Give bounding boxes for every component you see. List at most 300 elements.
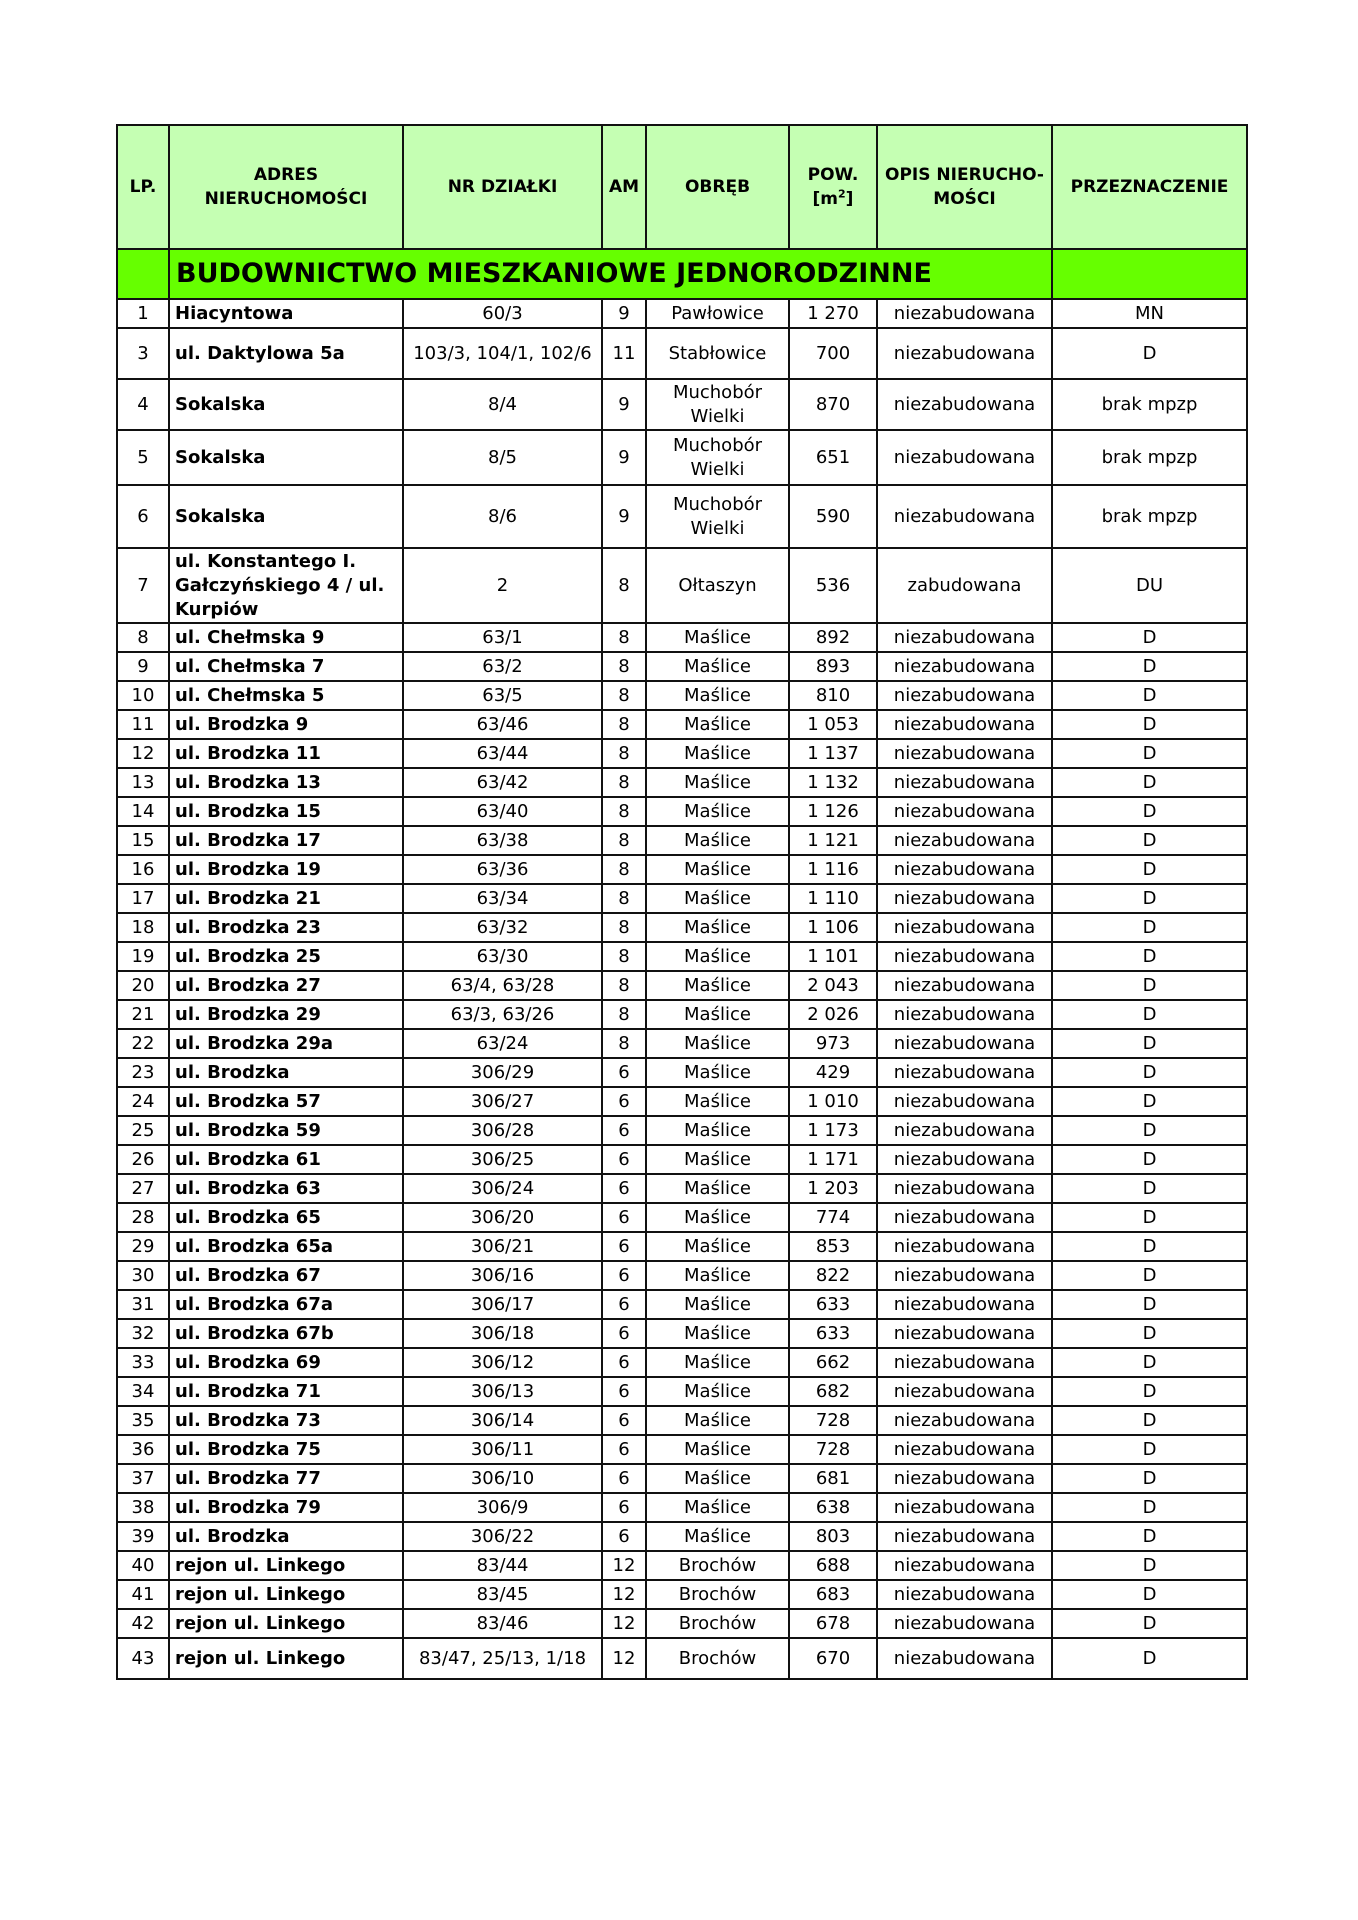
cell-adres: ul. Brodzka <box>169 1522 403 1551</box>
cell-obreb: Maślice <box>646 1348 789 1377</box>
cell-przeznaczenie: MN <box>1052 299 1247 328</box>
cell-obreb: Maślice <box>646 971 789 1000</box>
cell-lp: 35 <box>117 1406 169 1435</box>
table-row <box>117 1493 1247 1522</box>
cell-adres: ul. Brodzka 19 <box>169 855 403 884</box>
cell-adres: ul. Brodzka 9 <box>169 710 403 739</box>
cell-lp: 22 <box>117 1029 169 1058</box>
cell-pow: 774 <box>789 1203 877 1232</box>
cell-przeznaczenie: D <box>1052 681 1247 710</box>
table-row <box>117 1290 1247 1319</box>
header-pow-sup: 2 <box>838 187 846 201</box>
header-nr-dzialki: NR DZIAŁKI <box>403 125 602 249</box>
cell-nr-dzialki: 63/38 <box>403 826 602 855</box>
cell-przeznaczenie: D <box>1052 1638 1247 1679</box>
cell-opis: niezabudowana <box>877 1609 1052 1638</box>
cell-lp: 31 <box>117 1290 169 1319</box>
cell-am: 8 <box>602 710 646 739</box>
cell-adres: ul. Brodzka 63 <box>169 1174 403 1203</box>
cell-opis: niezabudowana <box>877 1551 1052 1580</box>
cell-adres: rejon ul. Linkego <box>169 1609 403 1638</box>
cell-opis: niezabudowana <box>877 1261 1052 1290</box>
cell-obreb: Brochów <box>646 1609 789 1638</box>
cell-am: 6 <box>602 1203 646 1232</box>
table-row <box>117 1174 1247 1203</box>
table-row <box>117 1116 1247 1145</box>
cell-adres: ul. Brodzka 29a <box>169 1029 403 1058</box>
cell-pow: 2 026 <box>789 1000 877 1029</box>
cell-przeznaczenie: D <box>1052 1145 1247 1174</box>
cell-nr-dzialki: 63/4, 63/28 <box>403 971 602 1000</box>
cell-lp: 3 <box>117 328 169 379</box>
cell-pow: 2 043 <box>789 971 877 1000</box>
cell-obreb: Maślice <box>646 1464 789 1493</box>
cell-am: 8 <box>602 1029 646 1058</box>
cell-pow: 682 <box>789 1377 877 1406</box>
cell-przeznaczenie: D <box>1052 1522 1247 1551</box>
cell-obreb: Maślice <box>646 884 789 913</box>
cell-obreb: Maślice <box>646 1232 789 1261</box>
cell-adres: ul. Brodzka 23 <box>169 913 403 942</box>
cell-adres: ul. Brodzka 57 <box>169 1087 403 1116</box>
cell-lp: 12 <box>117 739 169 768</box>
cell-nr-dzialki: 63/46 <box>403 710 602 739</box>
cell-nr-dzialki: 306/9 <box>403 1493 602 1522</box>
cell-nr-dzialki: 83/47, 25/13, 1/18 <box>403 1638 602 1679</box>
cell-lp: 1 <box>117 299 169 328</box>
cell-adres: ul. Daktylowa 5a <box>169 328 403 379</box>
cell-nr-dzialki: 63/40 <box>403 797 602 826</box>
table-row <box>117 1261 1247 1290</box>
table-row <box>117 884 1247 913</box>
table-row <box>117 1609 1247 1638</box>
table-row <box>117 1638 1247 1679</box>
cell-przeznaczenie: D <box>1052 1029 1247 1058</box>
cell-obreb: Maślice <box>646 797 789 826</box>
cell-obreb: Maślice <box>646 652 789 681</box>
cell-adres: ul. Brodzka 69 <box>169 1348 403 1377</box>
cell-adres: ul. Brodzka 21 <box>169 884 403 913</box>
table-row <box>117 1145 1247 1174</box>
cell-przeznaczenie: D <box>1052 1261 1247 1290</box>
header-pow-suffix: ] <box>845 189 854 209</box>
header-am: AM <box>602 125 646 249</box>
cell-am: 8 <box>602 768 646 797</box>
cell-lp: 6 <box>117 485 169 548</box>
cell-lp: 38 <box>117 1493 169 1522</box>
cell-lp: 5 <box>117 430 169 485</box>
cell-nr-dzialki: 63/32 <box>403 913 602 942</box>
cell-nr-dzialki: 306/28 <box>403 1116 602 1145</box>
cell-pow: 728 <box>789 1406 877 1435</box>
cell-opis: niezabudowana <box>877 1377 1052 1406</box>
cell-przeznaczenie: D <box>1052 1174 1247 1203</box>
cell-pow: 651 <box>789 430 877 485</box>
cell-lp: 33 <box>117 1348 169 1377</box>
cell-lp: 21 <box>117 1000 169 1029</box>
table-row <box>117 1551 1247 1580</box>
cell-obreb: Maślice <box>646 1406 789 1435</box>
cell-am: 6 <box>602 1145 646 1174</box>
cell-lp: 27 <box>117 1174 169 1203</box>
cell-nr-dzialki: 306/17 <box>403 1290 602 1319</box>
cell-przeznaczenie: D <box>1052 1203 1247 1232</box>
cell-nr-dzialki: 63/30 <box>403 942 602 971</box>
cell-opis: niezabudowana <box>877 652 1052 681</box>
cell-lp: 9 <box>117 652 169 681</box>
cell-opis: niezabudowana <box>877 1464 1052 1493</box>
table-row <box>117 1203 1247 1232</box>
cell-obreb: Muchobór Wielki <box>646 485 789 548</box>
cell-lp: 7 <box>117 548 169 623</box>
cell-nr-dzialki: 60/3 <box>403 299 602 328</box>
cell-obreb: Maślice <box>646 1116 789 1145</box>
cell-adres: Sokalska <box>169 379 403 430</box>
cell-nr-dzialki: 306/18 <box>403 1319 602 1348</box>
cell-pow: 590 <box>789 485 877 548</box>
table-row <box>117 942 1247 971</box>
cell-pow: 1 101 <box>789 942 877 971</box>
cell-opis: niezabudowana <box>877 623 1052 652</box>
cell-nr-dzialki: 306/24 <box>403 1174 602 1203</box>
cell-przeznaczenie: D <box>1052 855 1247 884</box>
cell-obreb: Maślice <box>646 942 789 971</box>
cell-nr-dzialki: 306/11 <box>403 1435 602 1464</box>
section-empty-cell <box>1052 249 1247 299</box>
cell-przeznaczenie: D <box>1052 1609 1247 1638</box>
cell-adres: ul. Brodzka 59 <box>169 1116 403 1145</box>
cell-adres: ul. Brodzka 71 <box>169 1377 403 1406</box>
cell-opis: niezabudowana <box>877 768 1052 797</box>
cell-nr-dzialki: 8/5 <box>403 430 602 485</box>
cell-pow: 1 106 <box>789 913 877 942</box>
cell-nr-dzialki: 83/45 <box>403 1580 602 1609</box>
cell-lp: 37 <box>117 1464 169 1493</box>
cell-am: 8 <box>602 681 646 710</box>
table-row <box>117 768 1247 797</box>
cell-adres: ul. Chełmska 9 <box>169 623 403 652</box>
table-row <box>117 710 1247 739</box>
cell-lp: 8 <box>117 623 169 652</box>
cell-am: 6 <box>602 1290 646 1319</box>
cell-am: 8 <box>602 623 646 652</box>
cell-opis: zabudowana <box>877 548 1052 623</box>
cell-przeznaczenie: DU <box>1052 548 1247 623</box>
table-row <box>117 299 1247 328</box>
cell-obreb: Maślice <box>646 710 789 739</box>
cell-pow: 822 <box>789 1261 877 1290</box>
cell-opis: niezabudowana <box>877 1232 1052 1261</box>
section-empty-cell <box>117 249 169 299</box>
cell-adres: ul. Konstantego I. Gałczyńskiego 4 / ul. Kurpiów <box>169 548 403 623</box>
cell-pow: 1 132 <box>789 768 877 797</box>
cell-pow: 1 173 <box>789 1116 877 1145</box>
table-row <box>117 913 1247 942</box>
cell-adres: rejon ul. Linkego <box>169 1580 403 1609</box>
cell-pow: 1 203 <box>789 1174 877 1203</box>
cell-nr-dzialki: 306/25 <box>403 1145 602 1174</box>
cell-nr-dzialki: 63/36 <box>403 855 602 884</box>
cell-przeznaczenie: D <box>1052 1319 1247 1348</box>
cell-nr-dzialki: 8/6 <box>403 485 602 548</box>
table-row <box>117 1464 1247 1493</box>
cell-lp: 19 <box>117 942 169 971</box>
cell-am: 6 <box>602 1406 646 1435</box>
cell-przeznaczenie: D <box>1052 1464 1247 1493</box>
cell-lp: 4 <box>117 379 169 430</box>
cell-nr-dzialki: 306/20 <box>403 1203 602 1232</box>
cell-opis: niezabudowana <box>877 1638 1052 1679</box>
cell-lp: 39 <box>117 1522 169 1551</box>
cell-pow: 1 121 <box>789 826 877 855</box>
cell-am: 6 <box>602 1377 646 1406</box>
cell-lp: 28 <box>117 1203 169 1232</box>
cell-obreb: Maślice <box>646 1261 789 1290</box>
cell-przeznaczenie: D <box>1052 768 1247 797</box>
cell-pow: 892 <box>789 623 877 652</box>
cell-adres: ul. Chełmska 7 <box>169 652 403 681</box>
cell-am: 6 <box>602 1058 646 1087</box>
cell-obreb: Maślice <box>646 1058 789 1087</box>
cell-lp: 11 <box>117 710 169 739</box>
cell-obreb: Maślice <box>646 739 789 768</box>
cell-lp: 16 <box>117 855 169 884</box>
table-row <box>117 1522 1247 1551</box>
cell-am: 6 <box>602 1522 646 1551</box>
cell-lp: 29 <box>117 1232 169 1261</box>
cell-opis: niezabudowana <box>877 710 1052 739</box>
cell-adres: ul. Brodzka 15 <box>169 797 403 826</box>
cell-adres: ul. Brodzka 29 <box>169 1000 403 1029</box>
cell-adres: ul. Brodzka 65a <box>169 1232 403 1261</box>
cell-adres: ul. Brodzka 27 <box>169 971 403 1000</box>
cell-opis: niezabudowana <box>877 1087 1052 1116</box>
cell-przeznaczenie: D <box>1052 826 1247 855</box>
cell-obreb: Maślice <box>646 1000 789 1029</box>
cell-opis: niezabudowana <box>877 1029 1052 1058</box>
cell-pow: 1 010 <box>789 1087 877 1116</box>
cell-obreb: Maślice <box>646 855 789 884</box>
cell-przeznaczenie: D <box>1052 1435 1247 1464</box>
cell-lp: 26 <box>117 1145 169 1174</box>
cell-am: 8 <box>602 797 646 826</box>
cell-pow: 1 116 <box>789 855 877 884</box>
cell-obreb: Maślice <box>646 623 789 652</box>
cell-am: 11 <box>602 328 646 379</box>
cell-opis: niezabudowana <box>877 1493 1052 1522</box>
cell-przeznaczenie: D <box>1052 1058 1247 1087</box>
table-row <box>117 1232 1247 1261</box>
cell-lp: 41 <box>117 1580 169 1609</box>
cell-obreb: Maślice <box>646 1174 789 1203</box>
cell-lp: 42 <box>117 1609 169 1638</box>
cell-adres: ul. Brodzka 79 <box>169 1493 403 1522</box>
cell-nr-dzialki: 306/10 <box>403 1464 602 1493</box>
cell-nr-dzialki: 306/22 <box>403 1522 602 1551</box>
cell-nr-dzialki: 306/27 <box>403 1087 602 1116</box>
cell-obreb: Stabłowice <box>646 328 789 379</box>
cell-am: 8 <box>602 826 646 855</box>
cell-lp: 25 <box>117 1116 169 1145</box>
cell-opis: niezabudowana <box>877 1145 1052 1174</box>
cell-pow: 853 <box>789 1232 877 1261</box>
cell-przeznaczenie: D <box>1052 710 1247 739</box>
cell-opis: niezabudowana <box>877 1203 1052 1232</box>
cell-opis: niezabudowana <box>877 1435 1052 1464</box>
cell-obreb: Maślice <box>646 1319 789 1348</box>
table-row <box>117 855 1247 884</box>
cell-lp: 40 <box>117 1551 169 1580</box>
table-row <box>117 1000 1247 1029</box>
cell-pow: 728 <box>789 1435 877 1464</box>
cell-obreb: Maślice <box>646 1203 789 1232</box>
table-row <box>117 739 1247 768</box>
cell-opis: niezabudowana <box>877 430 1052 485</box>
cell-lp: 34 <box>117 1377 169 1406</box>
cell-am: 8 <box>602 884 646 913</box>
cell-am: 6 <box>602 1174 646 1203</box>
cell-pow: 1 126 <box>789 797 877 826</box>
cell-adres: ul. Brodzka 11 <box>169 739 403 768</box>
cell-am: 6 <box>602 1319 646 1348</box>
cell-przeznaczenie: D <box>1052 913 1247 942</box>
cell-obreb: Maślice <box>646 1435 789 1464</box>
cell-nr-dzialki: 63/2 <box>403 652 602 681</box>
table-row <box>117 1435 1247 1464</box>
cell-obreb: Brochów <box>646 1580 789 1609</box>
cell-am: 6 <box>602 1261 646 1290</box>
cell-przeznaczenie: D <box>1052 1551 1247 1580</box>
cell-nr-dzialki: 63/5 <box>403 681 602 710</box>
cell-obreb: Muchobór Wielki <box>646 430 789 485</box>
table-row <box>117 328 1247 379</box>
cell-am: 8 <box>602 652 646 681</box>
table-row <box>117 1319 1247 1348</box>
cell-przeznaczenie: D <box>1052 328 1247 379</box>
cell-opis: niezabudowana <box>877 485 1052 548</box>
cell-am: 8 <box>602 942 646 971</box>
cell-adres: ul. Brodzka <box>169 1058 403 1087</box>
cell-przeznaczenie: D <box>1052 1348 1247 1377</box>
cell-opis: niezabudowana <box>877 1000 1052 1029</box>
cell-pow: 810 <box>789 681 877 710</box>
section-title: BUDOWNICTWO MIESZKANIOWE JEDNORODZINNE <box>169 249 1052 299</box>
table-row <box>117 1406 1247 1435</box>
cell-opis: niezabudowana <box>877 1406 1052 1435</box>
cell-przeznaczenie: D <box>1052 884 1247 913</box>
cell-adres: Sokalska <box>169 485 403 548</box>
cell-obreb: Maślice <box>646 826 789 855</box>
cell-obreb: Brochów <box>646 1551 789 1580</box>
cell-lp: 15 <box>117 826 169 855</box>
cell-lp: 36 <box>117 1435 169 1464</box>
cell-lp: 13 <box>117 768 169 797</box>
cell-obreb: Maślice <box>646 768 789 797</box>
cell-nr-dzialki: 63/42 <box>403 768 602 797</box>
cell-pow: 678 <box>789 1609 877 1638</box>
cell-pow: 670 <box>789 1638 877 1679</box>
cell-przeznaczenie: D <box>1052 1406 1247 1435</box>
cell-przeznaczenie: D <box>1052 1000 1247 1029</box>
cell-opis: niezabudowana <box>877 797 1052 826</box>
cell-przeznaczenie: D <box>1052 797 1247 826</box>
cell-adres: ul. Brodzka 73 <box>169 1406 403 1435</box>
cell-nr-dzialki: 306/21 <box>403 1232 602 1261</box>
cell-pow: 1 137 <box>789 739 877 768</box>
cell-am: 8 <box>602 739 646 768</box>
cell-nr-dzialki: 306/29 <box>403 1058 602 1087</box>
cell-opis: niezabudowana <box>877 379 1052 430</box>
cell-lp: 20 <box>117 971 169 1000</box>
cell-obreb: Maślice <box>646 1377 789 1406</box>
cell-adres: ul. Brodzka 75 <box>169 1435 403 1464</box>
cell-przeznaczenie: D <box>1052 1377 1247 1406</box>
cell-pow: 688 <box>789 1551 877 1580</box>
cell-opis: niezabudowana <box>877 1290 1052 1319</box>
cell-opis: niezabudowana <box>877 1580 1052 1609</box>
cell-lp: 18 <box>117 913 169 942</box>
cell-nr-dzialki: 83/44 <box>403 1551 602 1580</box>
cell-adres: rejon ul. Linkego <box>169 1638 403 1679</box>
table-row <box>117 379 1247 430</box>
cell-opis: niezabudowana <box>877 681 1052 710</box>
cell-obreb: Maślice <box>646 681 789 710</box>
cell-nr-dzialki: 83/46 <box>403 1609 602 1638</box>
cell-pow: 638 <box>789 1493 877 1522</box>
table-row <box>117 623 1247 652</box>
cell-adres: ul. Brodzka 67b <box>169 1319 403 1348</box>
cell-opis: niezabudowana <box>877 328 1052 379</box>
cell-pow: 700 <box>789 328 877 379</box>
cell-obreb: Ołtaszyn <box>646 548 789 623</box>
cell-pow: 803 <box>789 1522 877 1551</box>
cell-obreb: Maślice <box>646 1145 789 1174</box>
cell-przeznaczenie: D <box>1052 739 1247 768</box>
cell-obreb: Maślice <box>646 1290 789 1319</box>
cell-pow: 662 <box>789 1348 877 1377</box>
header-pow <box>789 125 877 249</box>
cell-am: 8 <box>602 1000 646 1029</box>
cell-am: 6 <box>602 1435 646 1464</box>
cell-pow: 973 <box>789 1029 877 1058</box>
cell-opis: niezabudowana <box>877 1174 1052 1203</box>
cell-am: 6 <box>602 1232 646 1261</box>
table-row <box>117 430 1247 485</box>
cell-obreb: Maślice <box>646 1493 789 1522</box>
cell-nr-dzialki: 63/44 <box>403 739 602 768</box>
cell-przeznaczenie: D <box>1052 1580 1247 1609</box>
cell-am: 6 <box>602 1348 646 1377</box>
cell-lp: 23 <box>117 1058 169 1087</box>
cell-przeznaczenie: brak mpzp <box>1052 485 1247 548</box>
cell-obreb: Muchobór Wielki <box>646 379 789 430</box>
cell-opis: niezabudowana <box>877 739 1052 768</box>
cell-pow: 536 <box>789 548 877 623</box>
table-row <box>117 1580 1247 1609</box>
cell-opis: niezabudowana <box>877 1522 1052 1551</box>
cell-pow: 1 110 <box>789 884 877 913</box>
cell-opis: niezabudowana <box>877 884 1052 913</box>
cell-opis: niezabudowana <box>877 1116 1052 1145</box>
header-obreb: OBRĘB <box>646 125 789 249</box>
cell-adres: ul. Brodzka 25 <box>169 942 403 971</box>
cell-am: 9 <box>602 485 646 548</box>
cell-lp: 10 <box>117 681 169 710</box>
table-row <box>117 485 1247 548</box>
cell-nr-dzialki: 306/16 <box>403 1261 602 1290</box>
header-przeznaczenie: PRZEZNACZENIE <box>1052 125 1247 249</box>
cell-am: 12 <box>602 1551 646 1580</box>
